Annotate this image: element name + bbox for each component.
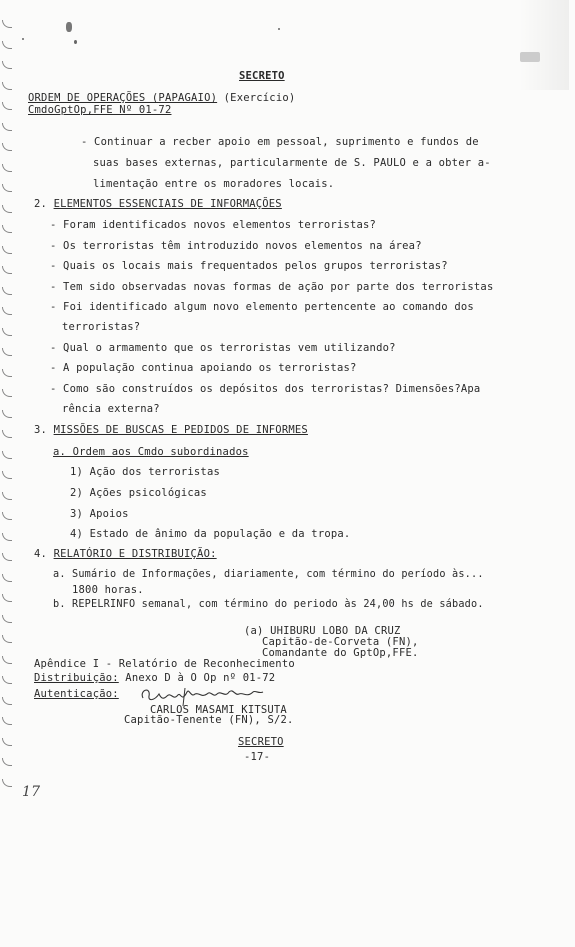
binder-hole xyxy=(2,307,12,315)
order-title-suffix: (Exercício) xyxy=(217,92,296,104)
section-3-item: 1) Ação dos terroristas xyxy=(70,466,220,478)
order-title: ORDEM DE OPERAÇÕES (PAPAGAIO) xyxy=(28,92,218,104)
binder-hole xyxy=(2,102,12,110)
section-4-line: 1800 horas. xyxy=(72,584,144,596)
binder-hole xyxy=(2,758,12,766)
binder-hole xyxy=(2,676,12,684)
binder-hole xyxy=(2,635,12,643)
distribution-label: Distribuição: xyxy=(34,672,119,684)
section-3-heading xyxy=(34,424,308,436)
authenticator-name: CARLOS MASAMI KITSUTA xyxy=(150,704,287,716)
signer-rank: Capitão-de-Corveta (FN), xyxy=(262,636,419,648)
signer-role: Comandante do GptOp,FFE. xyxy=(262,647,419,659)
binder-hole xyxy=(2,430,12,438)
authentication-line xyxy=(34,688,119,700)
binder-hole xyxy=(2,20,12,28)
speck xyxy=(278,28,280,30)
distribution-value: Anexo D à O Op nº 01-72 xyxy=(118,672,276,684)
binder-hole xyxy=(2,123,12,131)
binder-hole xyxy=(2,410,12,418)
authentication-label: Autenticação: xyxy=(34,688,119,700)
appendix-line: Apêndice I - Relatório de Reconhecimento xyxy=(34,658,295,670)
binder-hole xyxy=(2,225,12,233)
classification-header: SECRETO xyxy=(239,70,285,82)
binder-hole xyxy=(2,266,12,274)
binder-hole xyxy=(2,143,12,151)
section-2-item: - A população continua apoiando os terroristas? xyxy=(50,362,357,374)
speck xyxy=(74,40,77,44)
section-2-item: - Os terroristas têm introduzido novos elementos na área? xyxy=(50,240,422,252)
section-3-number: 3. xyxy=(34,424,48,436)
binder-hole xyxy=(2,205,12,213)
binder-hole xyxy=(2,287,12,295)
binder-hole xyxy=(2,697,12,705)
speck xyxy=(66,22,72,32)
binder-hole xyxy=(2,61,12,69)
section-2-item: - Foi identificado algum novo elemento pertencente ao comando dos xyxy=(50,301,474,313)
distribution-line xyxy=(34,672,275,684)
binder-hole xyxy=(2,184,12,192)
section-3-item: 4) Estado de ânimo da população e da tropa. xyxy=(70,528,351,540)
binder-hole xyxy=(2,533,12,541)
section-2-item: rência externa? xyxy=(62,403,160,415)
intro-line-1: - Continuar a recber apoio em pessoal, suprimento e fundos de xyxy=(81,136,479,148)
section-3-item: 3) Apoios xyxy=(70,508,129,520)
authenticator-rank: Capitão-Tenente (FN), S/2. xyxy=(124,714,294,726)
section-2-item: terroristas? xyxy=(62,321,141,333)
classification-footer: SECRETO xyxy=(238,736,284,748)
page-number: -17- xyxy=(244,751,271,763)
section-4-number: 4. xyxy=(34,548,48,560)
binder-hole xyxy=(2,369,12,377)
binder-hole xyxy=(2,738,12,746)
section-2-item: - Quais os locais mais frequentados pelos grupos terroristas? xyxy=(50,260,448,272)
intro-line-3: limentação entre os moradores locais. xyxy=(93,178,335,190)
section-2-number: 2. xyxy=(34,198,48,210)
speck xyxy=(520,52,540,62)
order-reference: CmdoGptOp,FFE Nº 01-72 xyxy=(28,104,172,116)
binder-hole xyxy=(2,574,12,582)
section-3-title: MISSÕES DE BUSCAS E PEDIDOS DE INFORMES xyxy=(53,424,308,436)
section-2-item: - Tem sido observadas novas formas de ação por parte dos terroristas xyxy=(50,281,494,293)
binder-hole xyxy=(2,594,12,602)
binder-hole xyxy=(2,492,12,500)
section-3-item: 2) Ações psicológicas xyxy=(70,487,207,499)
section-2-heading xyxy=(34,198,282,210)
binder-hole xyxy=(2,471,12,479)
intro-line-2: suas bases externas, particularmente de S. PAULO e a obter a- xyxy=(93,157,491,169)
binder-hole xyxy=(2,246,12,254)
binder-hole xyxy=(2,656,12,664)
binder-hole xyxy=(2,328,12,336)
signer-name: (a) UHIBURU LOBO DA CRUZ xyxy=(244,625,401,637)
section-4-title: RELATÓRIO E DISTRIBUIÇÃO: xyxy=(53,548,217,560)
order-title-line xyxy=(28,92,295,104)
section-4-line: b. REPELRINFO semanal, com término do periodo às 24,00 hs de sábado. xyxy=(53,599,484,610)
section-3-sub-a-text: a. Ordem aos Cmdo subordinados xyxy=(53,446,249,458)
binder-hole xyxy=(2,553,12,561)
binder-hole xyxy=(2,389,12,397)
binder-hole xyxy=(2,164,12,172)
binder-hole xyxy=(2,41,12,49)
binder-hole xyxy=(2,615,12,623)
page-edge-shadow xyxy=(519,0,569,90)
speck xyxy=(22,38,24,40)
section-3-sub-a xyxy=(53,446,249,458)
section-2-item: - Como são construídos os depósitos dos terroristas? Dimensões?Apa xyxy=(50,383,481,395)
binder-hole xyxy=(2,348,12,356)
binder-hole xyxy=(2,512,12,520)
handwritten-page-number: 17 xyxy=(22,784,41,800)
binder-holes xyxy=(2,20,16,800)
binder-hole xyxy=(2,82,12,90)
binder-hole xyxy=(2,451,12,459)
section-4-heading xyxy=(34,548,217,560)
section-2-item: - Foram identificados novos elementos terroristas? xyxy=(50,219,377,231)
section-2-item: - Qual o armamento que os terroristas vem utilizando? xyxy=(50,342,396,354)
section-4-line: a. Sumário de Informações, diariamente, com término do período às... xyxy=(53,569,484,580)
section-2-title: ELEMENTOS ESSENCIAIS DE INFORMAÇÕES xyxy=(53,198,282,210)
binder-hole xyxy=(2,779,12,787)
binder-hole xyxy=(2,717,12,725)
